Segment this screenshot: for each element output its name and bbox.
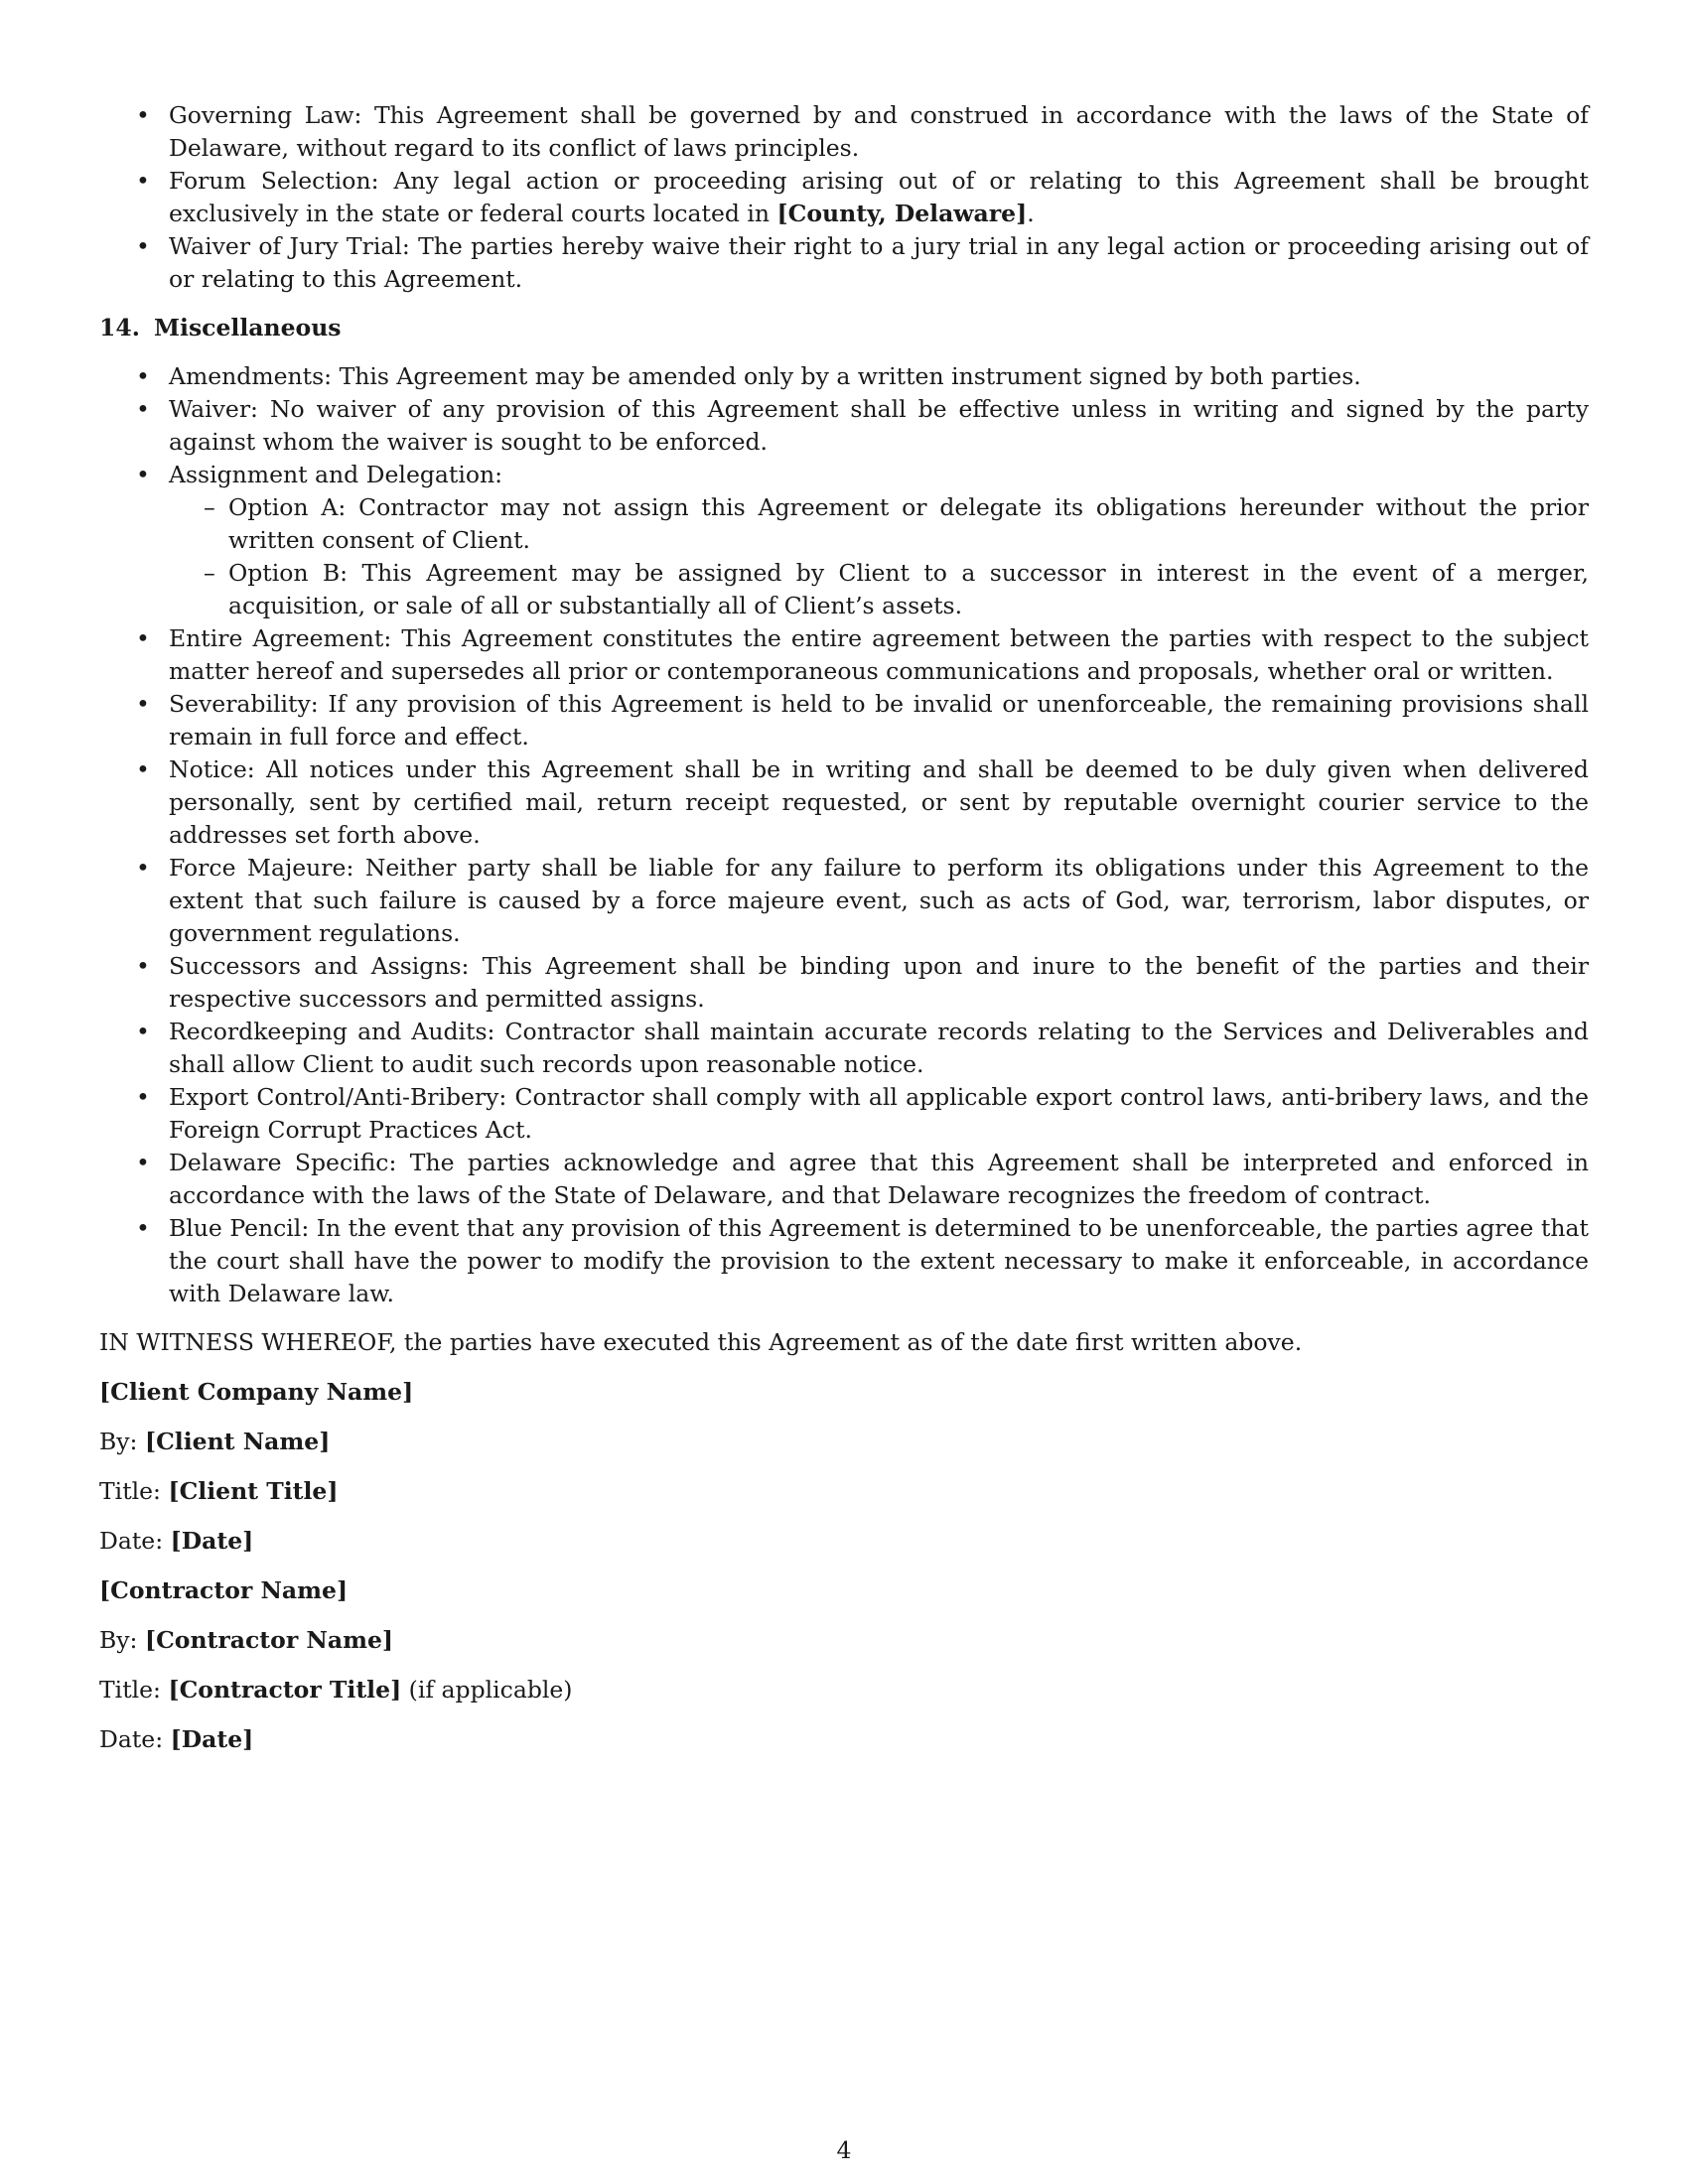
client-company: [Client Company Name] [99,1378,414,1406]
list-item [99,688,1589,753]
date-label: Date: [99,1527,164,1555]
item-label: Forum Selection: [169,167,379,195]
sub-list-item: – Option B: This Agreement may be assigned by Client to a successor in interest in the event of a merger, acquisition, or sale of all or substantially all of Client’s assets. [169,557,1589,622]
item-text: Contractor shall maintain accurate records relating to the Services and Deliverables and shall allow Client to audit such records upon reasonable notice. [169,1018,1589,1078]
item-text: Neither party shall be liable for any failure to perform its obligations under this Agreement to the extent that such failure is caused by a force majeure event, such as acts of God, war, terrorism, labor disputes, or government regulations. [169,854,1589,947]
item-label: Amendments: [169,362,333,390]
item-text: This Agreement may be amended only by a written instrument signed by both parties. [339,362,1361,390]
item-text: This Agreement constitutes the entire agreement between the parties with respect to the subject matter hereof and supersedes all prior or contemporaneous communications and proposals, whether oral or written. [169,624,1589,685]
list-item [99,459,1589,622]
list-item [99,1016,1589,1081]
client-title-placeholder: [Client Title] [168,1477,339,1505]
list-item [99,393,1589,459]
section-title: Miscellaneous [154,314,342,341]
section-number: 14. [99,314,140,341]
item-text: The parties hereby waive their right to a jury trial in any legal action or proceeding arising out of or relating to this Agreement. [169,232,1589,293]
item-text: The parties acknowledge and agree that this Agreement shall be interpreted and enforced in accordance with the laws of the State of Delaware, and that Delaware recognizes the freedom of contract. [169,1149,1589,1209]
title-label: Title: [99,1477,161,1505]
item-label: Recordkeeping and Audits: [169,1018,495,1045]
item-label: Waiver of Jury Trial: [169,232,410,260]
item-text-end: . [1027,200,1035,227]
item-label: Governing Law: [169,101,362,129]
list-item [99,950,1589,1016]
assignment-options [169,491,1589,622]
contractor-by-line [99,1624,1589,1657]
list-item [99,1212,1589,1310]
date-label: Date: [99,1725,164,1753]
item-label: Blue Pencil: [169,1214,310,1242]
page-number: 4 [836,2136,852,2164]
contractor-name-placeholder: [Contractor Name] [144,1626,394,1654]
list-item [99,753,1589,852]
item-label: Force Majeure: [169,854,354,882]
item-text: Contractor shall comply with all applicable export control laws, anti-bribery laws, and the Foreign Corrupt Practices Act. [169,1083,1589,1144]
contractor-title-placeholder: [Contractor Title] [168,1676,402,1704]
contractor-title-line [99,1674,1589,1706]
client-title-line [99,1475,1589,1508]
item-label: Successors and Assigns: [169,952,470,980]
client-by-line [99,1426,1589,1458]
by-label: By: [99,1626,138,1654]
section-heading [99,312,1589,344]
by-label: By: [99,1428,138,1455]
item-text: If any provision of this Agreement is held to be invalid or unenforceable, the remaining provisions shall remain in full force and effect. [169,690,1589,751]
item-label: Export Control/Anti-Bribery: [169,1083,507,1111]
list-item [99,852,1589,950]
contractor-company: [Contractor Name] [99,1576,349,1604]
item-text: This Agreement shall be binding upon and inure to the benefit of the parties and their respective successors and permitted assigns. [169,952,1589,1013]
item-label: Severability: [169,690,319,718]
list-item [99,622,1589,688]
contractor-date-placeholder: [Date] [170,1725,254,1753]
governing-law-list [99,99,1589,296]
client-date-placeholder: [Date] [170,1527,254,1555]
client-name-placeholder: [Client Name] [144,1428,331,1455]
list-item [99,360,1589,393]
list-item [99,165,1589,230]
witness-clause: IN WITNESS WHEREOF, the parties have executed this Agreement as of the date first written above. [99,1328,1303,1356]
item-text: Any legal action or proceeding arising out of or relating to this Agreement shall be brought exclusively in the state or federal courts located in [169,167,1589,227]
client-date-line [99,1525,1589,1558]
item-text: All notices under this Agreement shall be in writing and shall be deemed to be duly given when delivered personally, sent by certified mail, return receipt requested, or sent by reputable overnight courier service to the addresses set forth above. [169,755,1589,849]
item-text: No waiver of any provision of this Agreement shall be effective unless in writing and signed by the party against whom the waiver is sought to be enforced. [169,395,1589,456]
placeholder-county: [County, Delaware] [776,200,1028,227]
item-label: Assignment and Delegation: [169,461,503,488]
title-suffix: (if applicable) [408,1676,573,1704]
item-text: This Agreement shall be governed by and construed in accordance with the laws of the State of Delaware, without regard to its conflict of laws principles. [169,101,1589,162]
contractor-date-line [99,1723,1589,1756]
item-label: Waiver: [169,395,258,423]
list-item [99,1147,1589,1212]
item-label: Entire Agreement: [169,624,392,652]
list-item [99,99,1589,165]
item-text: In the event that any provision of this Agreement is determined to be unenforceable, the parties agree that the court shall have the power to modify the provision to the extent necessary to make it enforceable, in accordance with Delaware law. [169,1214,1589,1307]
title-label: Title: [99,1676,161,1704]
item-label: Delaware Specific: [169,1149,397,1176]
sub-list-item: – Option A: Contractor may not assign this Agreement or delegate its obligations hereunder without the prior written consent of Client. [169,491,1589,557]
page-content [99,99,1589,1756]
miscellaneous-list [99,360,1589,1310]
list-item [99,230,1589,296]
item-label: Notice: [169,755,255,783]
list-item [99,1081,1589,1147]
